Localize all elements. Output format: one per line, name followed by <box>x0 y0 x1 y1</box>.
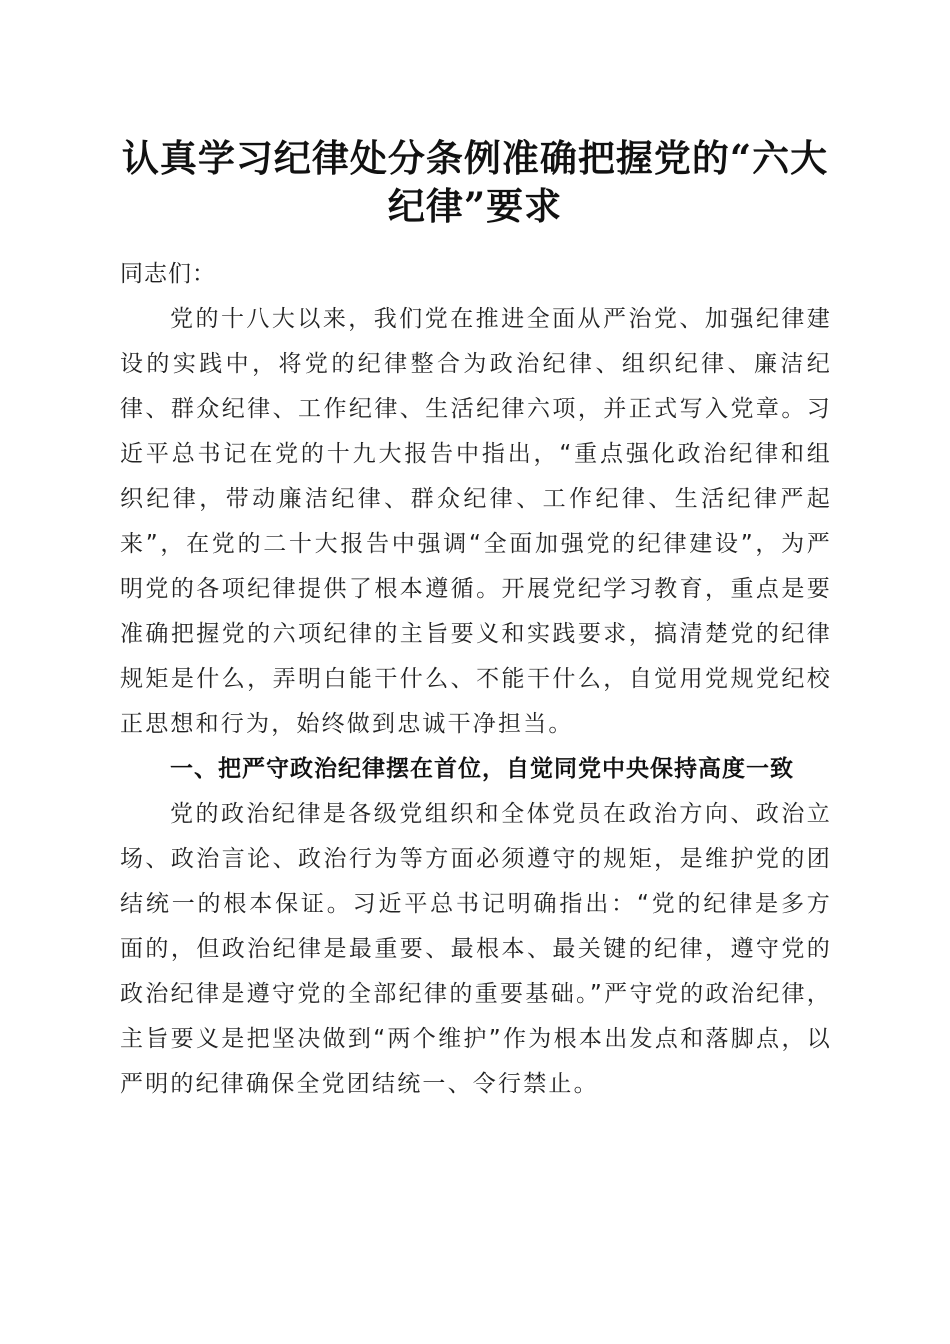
document-body <box>120 252 832 1107</box>
intro-paragraph: 党的十八大以来，我们党在推进全面从严治党、加强纪律建设的实践中，将党的纪律整合为政治纪律、组织纪律、廉洁纪律、群众纪律、工作纪律、生活纪律六项，并正式写入党章。习近平总书记在党的十九大报告中指出，“重点强化政治纪律和组织纪律，带动廉洁纪律、群众纪律、工作纪律、生活纪律严起来”，在党的二十大报告中强调“全面加强党的纪律建设”，为严明党的各项纪律提供了根本遵循。开展党纪学习教育，重点是要准确把握党的六项纪律的主旨要义和实践要求，搞清楚党的纪律规矩是什么，弄明白能干什么、不能干什么，自觉用党规党纪校正思想和行为，始终做到忠诚干净担当。 <box>120 306 832 737</box>
section-heading: 一、把严守政治纪律摆在首位，自觉同党中央保持高度一致 <box>170 756 794 782</box>
salutation: 同志们： <box>120 261 216 287</box>
section-paragraph: 党的政治纪律是各级党组织和全体党员在政治方向、政治立场、政治言论、政治行为等方面必须遵守的规矩，是维护党的团结统一的根本保证。习近平总书记明确指出：“党的纪律是多方面的，但政治纪律是最重要、最根本、最关键的纪律，遵守党的政治纪律是遵守党的全部纪律的重要基础。”严守党的政治纪律，主旨要义是把坚决做到“两个维护”作为根本出发点和落脚点，以严明的纪律确保全党团结统一、令行禁止。 <box>120 801 832 1097</box>
document-title: 认真学习纪律处分条例准确把握党的“六大纪律”要求 <box>121 136 829 228</box>
